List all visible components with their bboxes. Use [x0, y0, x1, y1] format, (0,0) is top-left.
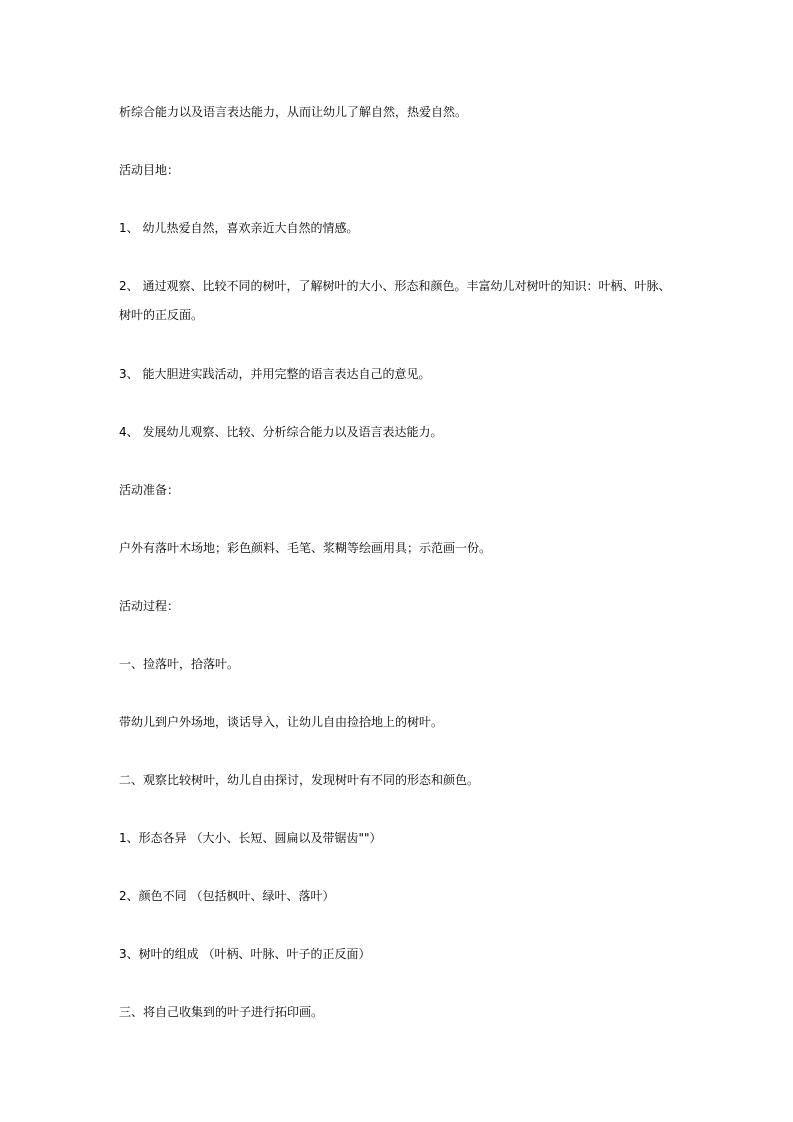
heading-activity-process: 活动过程：: [119, 599, 180, 613]
process-step-2: 二、观察比较树叶，幼儿自由探讨，发现树叶有不同的形态和颜色。: [119, 773, 480, 787]
process-step-1: 一、捡落叶，拾落叶。: [119, 657, 240, 671]
process-step-1-detail: 带幼儿到户外场地，谈话导入，让幼儿自由捡拾地上的树叶。: [119, 715, 444, 729]
process-step-3: 三、将自己收集到的叶子进行拓印画。: [119, 1005, 324, 1019]
process-step-2-sub-1: 1、形态各异 （大小、长短、圆扁以及带锯齿""）: [119, 831, 382, 845]
goal-item-1: 1、 幼儿热爱自然，喜欢亲近大自然的情感。: [119, 221, 359, 235]
goal-item-2-continuation: 树叶的正反面。: [119, 308, 204, 322]
text-line-intro-continuation: 析综合能力以及语言表达能力，从而让幼儿了解自然，热爱自然。: [119, 105, 468, 119]
process-step-2-sub-2: 2、颜色不同 （包括枫叶、绿叶、落叶）: [119, 889, 335, 903]
heading-activity-preparation: 活动准备：: [119, 483, 180, 497]
preparation-text: 户外有落叶木场地；彩色颜料、毛笔、浆糊等绘画用具；示范画一份。: [119, 541, 492, 555]
goal-item-3: 3、 能大胆进实践活动，并用完整的语言表达自己的意见。: [119, 367, 431, 381]
goal-item-2: 2、 通过观察、比较不同的树叶，了解树叶的大小、形态和颜色。丰富幼儿对树叶的知识：叶柄、叶脉、: [119, 279, 671, 293]
goal-item-4: 4、 发展幼儿观察、比较、分析综合能力以及语言表达能力。: [119, 425, 443, 439]
process-step-2-sub-3: 3、树叶的组成 （叶柄、叶脉、叶子的正反面）: [119, 947, 371, 961]
heading-activity-goals: 活动目地：: [119, 163, 180, 177]
